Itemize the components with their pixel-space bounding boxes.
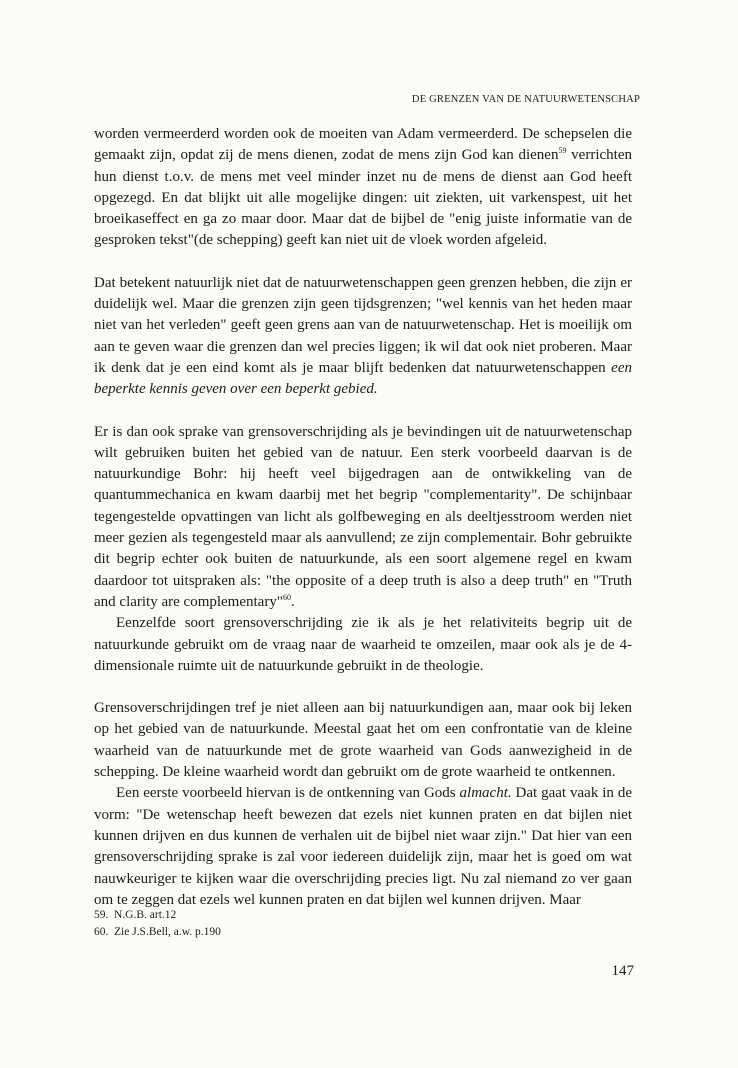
paragraph-2 xyxy=(94,273,632,401)
paragraph-6-text-b: Dat gaat vaak in de vorm: "De wetenschap heeft bewezen dat ezels niet kunnen praten en dat bijlen niet kunnen drijven en dus kunnen de verhalen uit de bijbel niet waar zijn." Dat hier van een grensoverschrijding sprake is zal voor iedereen duidelijk zijn, maar het is goed om wat nauwkeuriger te kijken waar die overschrijding precies ligt. Nu zal niemand zo ver gaan om te zeggen dat ezels wel kunnen praten en dat bijlen wel kunnen drijven. Maar xyxy=(94,785,632,908)
running-head: DE GRENZEN VAN DE NATUURWETENSCHAP xyxy=(411,94,640,105)
paragraph-1-text-a: worden vermeerderd worden ook de moeiten van Adam vermeerderd. De schepselen die gemaakt zijn, opdat zij de mens dienen, zodat de mens zijn God kan dienen xyxy=(94,126,632,164)
paragraph-2-emphasis: een beperkte kennis geven over een beperkt gebied. xyxy=(94,359,632,398)
footnote-number: 60. xyxy=(94,926,109,938)
footnote-ref-60: 60 xyxy=(282,592,291,602)
footnote-ref-59: 59 xyxy=(558,146,567,156)
paragraph-3-text-b: . xyxy=(290,593,295,610)
paragraph-6-text-a: Een eerste voorbeeld hiervan is de ontkenning van Gods xyxy=(116,785,460,802)
paragraph-5: Grensoverschrijdingen tref je niet alleen aan bij natuurkundigen aan, maar ook bij leken op het gebied van de natuurkunde. Meestal gaat het om een confrontatie van de kleine waarheid van de natuurkunde met de grote waarheid van Gods aanwezigheid in de schepping. De kleine waarheid wordt dan gebruikt om de grote waarheid te ontkennen. xyxy=(94,700,632,781)
paragraph-2-text: Dat betekent natuurlijk niet dat de natuurwetenschappen geen grenzen hebben, die zijn er duidelijk wel. Maar die grenzen zijn geen tijdsgrenzen; "wel kennis van het heden maar niet van het verleden" geeft geen grens aan van de natuurwetenschap. Het is moeilijk om aan te geven waar die grenzen dan wel precies liggen; ik wil dat ook niet proberen. Maar ik denk dat je een eind komt als je maar blijft bedenken dat natuurwetenschappen xyxy=(94,274,632,376)
footnote-60 xyxy=(94,924,632,941)
paragraph-1 xyxy=(94,124,632,252)
page-number: 147 xyxy=(611,963,634,979)
paragraph-3 xyxy=(94,422,632,614)
footnote-text: N.G.B. art.12 xyxy=(114,909,177,921)
footnote-59 xyxy=(94,907,632,924)
paragraph-3-text-a: Er is dan ook sprake van grensoverschrijding als je bevindingen uit de natuurwetenschap wilt gebruiken buiten het gebied van de natuur. Een sterk voorbeeld daarvan is de natuurkundige Bohr: hij heeft veel bijgedragen aan de ontwikkeling van de quantummechanica en kwam daarbij met het begrip "complementarity". De schijnbaar tegengestelde opvattingen van licht als golfbeweging en als deeltjesstroom werden niet meer gezien als tegengesteld maar als aanvullend; ze zijn complementair. Bohr gebruikte dit begrip echter ook buiten de natuurkunde, als een soort algemene regel en kwam daardoor tot uitspraken als: "the opposite of a deep truth is also a deep truth" en "Truth and clarity are complementary" xyxy=(94,423,632,610)
footnotes xyxy=(94,907,632,941)
paragraph-1-text-b: verrichten hun dienst t.o.v. de mens met veel minder inzet nu de mens de dienst aan God heeft opgezegd. En dat blijkt uit alle mogelijke dingen: uit ziekten, uit varkenspest, uit het broeikaseffect en ga zo maar door. Maar dat de bijbel de "enig juiste informatie van de gesproken tekst"(de schepping) geeft kan niet uit de vloek worden afgeleid. xyxy=(94,147,632,249)
body-text xyxy=(94,124,632,911)
footnote-number: 59. xyxy=(94,909,109,921)
paragraph-4: Eenzelfde soort grensoverschrijding zie ik als je het relativiteits begrip uit de natuurkunde gebruikt om de vraag naar de waarheid te omzeilen, maar ook als je de 4-dimensionale ruimte uit de natuurkunde gebruikt in de theologie. xyxy=(94,615,632,674)
footnote-text: Zie J.S.Bell, a.w. p.190 xyxy=(114,926,221,938)
paragraph-6-emphasis: almacht. xyxy=(459,785,512,802)
paragraph-6 xyxy=(94,783,632,911)
